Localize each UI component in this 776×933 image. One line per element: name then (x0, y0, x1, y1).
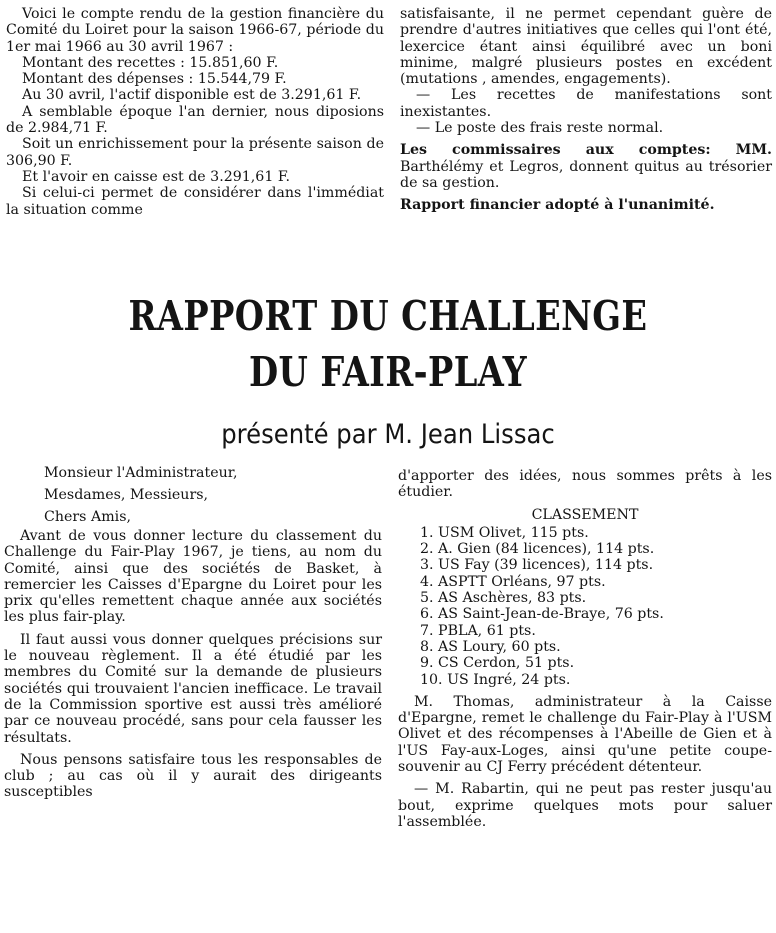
list-item: 3. US Fay (39 licences), 114 pts. (420, 557, 654, 574)
list-item: 9. CS Cerdon, 51 pts. (420, 655, 575, 672)
list-item: 10. US Ingré, 24 pts. (420, 671, 571, 688)
rapport-adopte: Rapport financier adopté à l'unanimité. (400, 197, 715, 214)
finance-report-column-right (400, 6, 772, 214)
finance-report-column-left (6, 6, 384, 218)
paragraph: Et l'avoir en caisse est de 3.291,61 F. (22, 168, 291, 185)
paragraph: Si celui-ci permet de considérer dans l'immédiat la situation comme (6, 185, 384, 218)
byline: présenté par M. Jean Lissac (221, 419, 555, 450)
fair-play-column-right (398, 468, 772, 830)
list-item: 8. AS Loury, 60 pts. (420, 638, 561, 655)
paragraph: Au 30 avril, l'actif disponible est de 3.291,61 F. (22, 87, 362, 104)
paragraph: satisfaisante, il ne permet cependant guère de prendre d'autres initiatives que celles qui l'ont été, lexercice étant ainsi équilibré avec un boni minime, malgré plusieurs postes en excédent (mutations , amendes, engagements). (400, 6, 772, 88)
list-item: 4. ASPTT Orléans, 97 pts. (420, 573, 606, 590)
paragraph: Soit un enrichissement pour la présente saison de 306,90 F. (6, 136, 384, 169)
paragraph: — Le poste des frais reste normal. (416, 120, 664, 137)
classement-list (398, 525, 772, 688)
salutation: Monsieur l'Administrateur, (44, 465, 238, 481)
headline (70, 288, 706, 400)
salutation: Chers Amis, (44, 509, 131, 525)
headline-line-1: RAPPORT DU CHALLENGE (128, 292, 648, 340)
list-item: 7. PBLA, 61 pts. (420, 622, 536, 639)
headline-line-2: DU FAIR-PLAY (248, 348, 528, 396)
commissaires-label: Les commissaires aux comptes: MM. (400, 142, 772, 159)
paragraph: — M. Rabartin, qui ne peut pas rester jusqu'au bout, exprime quelques mots pour saluer l'assemblée. (398, 781, 772, 830)
paragraph: Il faut aussi vous donner quelques précisions sur le nouveau règlement. Il a été étudié par les membres du Comité sur la demande de plusieurs sociétés qui trouvaient l'ancien inefficace. Le travail de la Commission sportive est aussi très amélioré par ce nouveau procédé, sans pour cela fausser les résultats. (4, 631, 382, 746)
paragraph: Nous pensons satisfaire tous les responsables de club ; au cas où il y aurait des dirigeants susceptibles (4, 751, 382, 801)
commissaires-text: Barthélémy et Legros, donnent quitus au trésorier de sa gestion. (400, 158, 772, 191)
paragraph: Montant des dépenses : 15.544,79 F. (22, 71, 287, 88)
paragraph: Voici le compte rendu de la gestion financière du Comité du Loiret pour la saison 1966-67, période du 1er mai 1966 au 30 avril 1967 : (6, 6, 384, 55)
salutation: Mesdames, Messieurs, (44, 487, 209, 503)
classement-title: CLASSEMENT (531, 506, 639, 523)
list-item: 1. USM Olivet, 115 pts. (420, 524, 589, 541)
paragraph: M. Thomas, administrateur à la Caisse d'Epargne, remet le challenge du Fair-Play à l'USM Olivet et des récompenses à l'Abeille de Gien et à l'US Fay-aux-Loges, ainsi qu'une petite coupe-souvenir au CJ Ferry précédent détenteur. (398, 693, 772, 776)
list-item: 5. AS Aschères, 83 pts. (420, 590, 587, 607)
fair-play-column-left (4, 462, 382, 801)
commissaires-paragraph (400, 142, 772, 191)
paragraph: — Les recettes de manifestations sont inexistantes. (400, 87, 772, 120)
paragraph: Montant des recettes : 15.851,60 F. (22, 54, 279, 71)
paragraph: Avant de vous donner lecture du classement du Challenge du Fair-Play 1967, je tiens, au nom du Comité, ainsi que des sociétés de Basket, à remercier les Caisses d'Epargne du Loiret pour les prix qu'elles remettent chaque année aux sociétés les plus fair-play. (4, 528, 382, 626)
paragraph: d'apporter des idées, nous sommes prêts à les étudier. (398, 468, 772, 501)
paragraph: A semblable époque l'an dernier, nous diposions de 2.984,71 F. (6, 103, 384, 137)
list-item: 2. A. Gien (84 licences), 114 pts. (420, 541, 655, 558)
list-item: 6. AS Saint-Jean-de-Braye, 76 pts. (420, 606, 664, 623)
salutations (4, 462, 382, 528)
